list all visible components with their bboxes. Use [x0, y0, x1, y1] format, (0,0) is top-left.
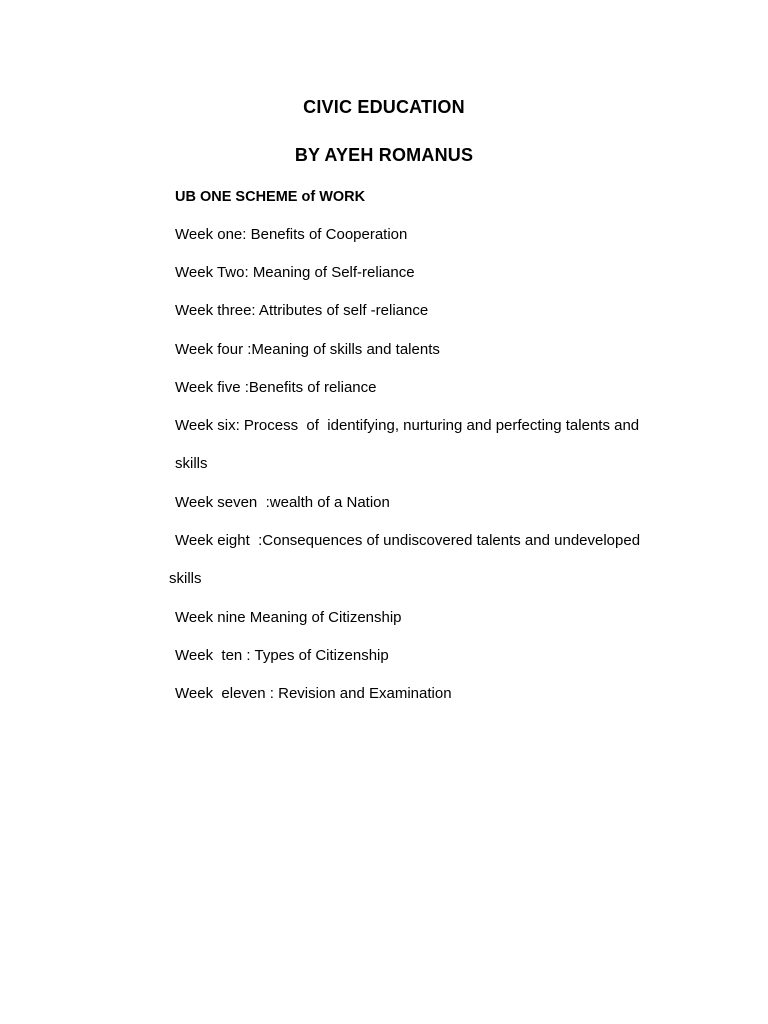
- week-eight-continuation: skills: [169, 570, 202, 587]
- document-title: CIVIC EDUCATION: [303, 97, 465, 117]
- week-four-line: Week four :Meaning of skills and talents: [175, 341, 440, 358]
- week-three-line: Week three: Attributes of self -reliance: [175, 302, 429, 319]
- week-eight-line: Week eight :Consequences of undiscovered talents and undeveloped: [175, 532, 641, 549]
- week-six-continuation: skills: [175, 455, 208, 472]
- week-one-line: Week one: Benefits of Cooperation: [175, 226, 408, 243]
- week-ten-line: Week ten : Types of Citizenship: [175, 647, 389, 664]
- week-six-line: Week six: Process of identifying, nurturing and perfecting talents and: [175, 417, 640, 434]
- scheme-heading: UB ONE SCHEME of WORK: [175, 189, 366, 205]
- week-five-line: Week five :Benefits of reliance: [175, 379, 377, 396]
- week-two-line: Week Two: Meaning of Self-reliance: [175, 264, 415, 281]
- week-nine-line: Week nine Meaning of Citizenship: [175, 609, 402, 626]
- document-author: BY AYEH ROMANUS: [294, 145, 474, 165]
- week-eleven-line: Week eleven : Revision and Examination: [175, 685, 452, 702]
- week-seven-line: Week seven :wealth of a Nation: [175, 494, 390, 511]
